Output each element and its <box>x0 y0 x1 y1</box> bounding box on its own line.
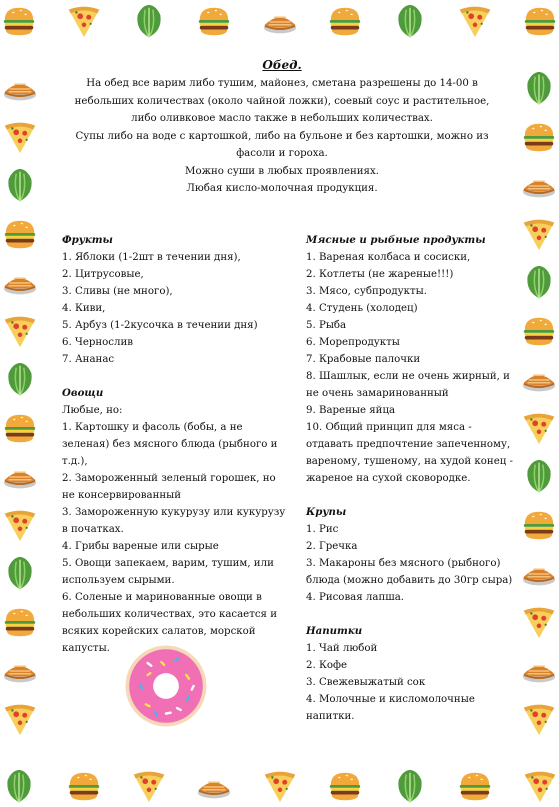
list-item: 4. Киви, <box>62 303 106 314</box>
pizza-icon <box>521 767 559 805</box>
pizza-icon <box>1 312 39 350</box>
pizza-icon <box>261 767 299 805</box>
burger-icon <box>0 2 38 40</box>
list-item: 3. Свежевыжатый сок <box>306 677 426 688</box>
lettuce-icon <box>520 263 558 301</box>
left-column <box>62 232 287 657</box>
list-item: 1. Вареная колбаса и сосиски, <box>306 252 471 263</box>
lettuce-icon <box>520 457 558 495</box>
vegetables-list <box>62 419 287 657</box>
intro-text <box>62 75 502 198</box>
list-item: 1. Рис <box>306 524 339 535</box>
list-item: 4. Молочные и кисломолочные напитки. <box>306 694 475 722</box>
pizza-icon <box>520 603 558 641</box>
pie-icon <box>261 2 299 40</box>
intro-paragraph: На обед все варим либо тушим, майонез, сметана разрешены до 14-00 в небольших количествах (около чайной ложки), соевый соус и растительное, либо оливковое масло также в небольших количествах. <box>74 78 490 124</box>
fruits-list <box>62 249 287 368</box>
pie-icon <box>520 166 558 204</box>
pizza-icon <box>1 506 39 544</box>
intro-paragraph: Любая кисло-молочная продукция. <box>186 183 378 194</box>
list-item: 7. Крабовые палочки <box>306 354 421 365</box>
fruits-title: Фрукты <box>62 234 113 246</box>
page-title: Обед. <box>262 58 302 72</box>
lettuce-icon <box>391 767 429 805</box>
list-item: 2. Кофе <box>306 660 347 671</box>
list-item: 1. Картошку и фасоль (бобы, а не зеленая) без мясного блюда (рыбного и т.д.), <box>62 422 278 467</box>
list-item: 8. Шашлык, если не очень жирный, и не очень замаринованный <box>306 371 510 399</box>
list-item: 3. Сливы (не много), <box>62 286 173 297</box>
pizza-icon <box>1 700 39 738</box>
grains-title: Крупы <box>306 506 347 518</box>
intro-paragraph: Супы либо на воде с картошкой, либо на бульоне и без картошки, можно из фасоли и гороха. <box>75 130 489 159</box>
lettuce-icon <box>520 69 558 107</box>
list-item: 3. Мясо, субпродукты. <box>306 286 428 297</box>
pizza-icon <box>520 700 558 738</box>
pie-icon <box>1 263 39 301</box>
pizza-icon <box>1 118 39 156</box>
burger-icon <box>65 767 103 805</box>
lettuce-icon <box>391 2 429 40</box>
lettuce-icon <box>1 360 39 398</box>
burger-icon <box>520 312 558 350</box>
grains-list <box>306 521 516 606</box>
list-item: 4. Рисовая лапша. <box>306 592 405 603</box>
list-item: 5. Арбуз (1-2кусочка в течении дня) <box>62 320 258 331</box>
burger-icon <box>326 767 364 805</box>
pie-icon <box>520 360 558 398</box>
burger-icon <box>1 603 39 641</box>
pie-icon <box>520 554 558 592</box>
burger-icon <box>1 215 39 253</box>
list-item: 4. Грибы вареные или сырые <box>62 541 219 552</box>
pizza-icon <box>520 409 558 447</box>
burger-icon <box>326 2 364 40</box>
pizza-icon <box>65 2 103 40</box>
list-item: 5. Овощи запекаем, варим, тушим, или используем сырыми. <box>62 558 274 586</box>
intro-section <box>62 58 502 198</box>
pie-icon <box>520 651 558 689</box>
list-item: 2. Котлеты (не жареные!!!) <box>306 269 454 280</box>
list-item: 10. Общий принцип для мяса - отдавать предпочтение запеченному, вареному, тушеному, на худой конец - жареное на сухой сковородке. <box>306 422 513 484</box>
list-item: 3. Макароны без мясного (рыбного) блюда (можно добавить до 30гр сыра) <box>306 558 513 586</box>
burger-icon <box>520 118 558 156</box>
intro-paragraph: Можно суши в любых проявлениях. <box>185 165 379 177</box>
list-item: 1. Яблоки (1-2шт в течении дня), <box>62 252 241 263</box>
vegetables-title: Овощи <box>62 387 104 399</box>
pie-icon <box>1 69 39 107</box>
lettuce-icon <box>1 166 39 204</box>
pie-icon <box>1 457 39 495</box>
list-item: 6. Чернослив <box>62 337 134 348</box>
meat-list <box>306 249 516 487</box>
list-item: 2. Цитрусовые, <box>62 269 144 280</box>
donut-icon <box>120 640 212 732</box>
burger-icon <box>195 2 233 40</box>
list-item: 2. Гречка <box>306 541 358 552</box>
burger-icon <box>1 409 39 447</box>
burger-icon <box>456 767 494 805</box>
meat-title: Мясные и рыбные продукты <box>306 234 486 246</box>
list-item: 9. Вареные яйца <box>306 405 396 416</box>
list-item: 3. Замороженную кукурузу или кукурузу в початках. <box>62 507 286 535</box>
lettuce-icon <box>130 2 168 40</box>
list-item: 6. Морепродукты <box>306 337 400 348</box>
list-item: 5. Рыба <box>306 320 347 331</box>
list-item: 1. Чай любой <box>306 643 378 654</box>
pizza-icon <box>520 215 558 253</box>
lettuce-icon <box>1 554 39 592</box>
lettuce-icon <box>0 767 38 805</box>
list-item: 4. Студень (холодец) <box>306 303 418 314</box>
pie-icon <box>195 767 233 805</box>
list-item: 7. Ананас <box>62 354 115 365</box>
pizza-icon <box>130 767 168 805</box>
burger-icon <box>520 506 558 544</box>
drinks-title: Напитки <box>306 625 363 637</box>
pie-icon <box>1 651 39 689</box>
drinks-list <box>306 640 516 725</box>
right-column <box>306 232 516 725</box>
pizza-icon <box>456 2 494 40</box>
burger-icon <box>521 2 559 40</box>
vegetables-note: Любые, но: <box>62 405 123 416</box>
list-item: 2. Замороженный зеленый горошек, но не консервированный <box>62 473 276 501</box>
list-item: 6. Соленые и маринованные овощи в небольших количествах, это касается и всяких корейских салатов, морской капусты. <box>62 592 278 654</box>
